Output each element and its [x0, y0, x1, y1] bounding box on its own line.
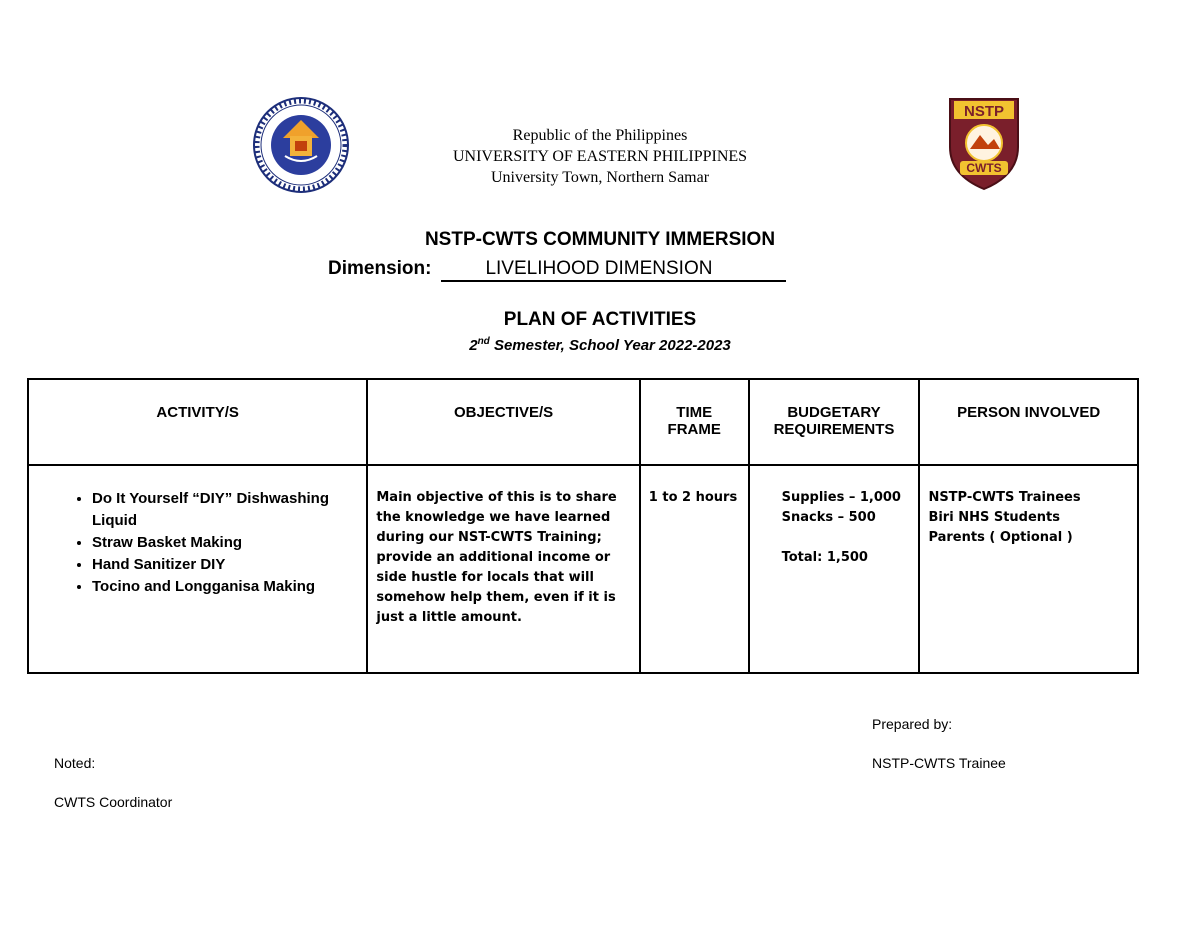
university-name: UNIVERSITY OF EASTERN PHILIPPINES: [452, 148, 748, 165]
time-frame-cell: 1 to 2 hours: [640, 465, 749, 673]
header-activity: ACTIVITY/S: [28, 379, 367, 465]
dimension-line: [328, 258, 786, 282]
header-time-frame: [640, 379, 749, 465]
header-person: PERSON INVOLVED: [919, 379, 1138, 465]
header-time-line2: FRAME: [667, 421, 721, 438]
plan-table: [27, 378, 1139, 674]
university-address: University Town, Northern Samar: [490, 169, 710, 186]
list-item: • Tocino and Longganisa Making: [92, 576, 365, 598]
list-item: • Do It Yourself “DIY” Dishwashing Liquid: [92, 488, 365, 532]
person-item: NSTP-CWTS Trainees: [928, 490, 1081, 505]
university-seal-icon: [252, 96, 350, 194]
table-header-row: [28, 379, 1138, 465]
semester-line: [300, 336, 900, 354]
header-budget-line2: REQUIREMENTS: [773, 421, 895, 438]
header-budget: [749, 379, 920, 465]
persons-cell: [919, 465, 1138, 673]
budget-cell: [749, 465, 920, 673]
header-budget-line1: BUDGETARY: [787, 404, 881, 421]
person-item: Biri NHS Students: [928, 510, 1061, 525]
prepared-by-label: Prepared by:: [872, 716, 953, 732]
semester-text: Semester, School Year 2022-2023: [489, 337, 731, 354]
activity-list: [30, 488, 365, 598]
shield-top-text: NSTP: [963, 103, 1005, 120]
dimension-value: LIVELIHOOD DIMENSION: [441, 258, 786, 282]
semester-suffix: nd: [477, 336, 490, 347]
dimension-label: Dimension:: [328, 258, 432, 279]
noted-label: Noted:: [54, 755, 96, 771]
document-title: NSTP-CWTS COMMUNITY IMMERSION: [424, 229, 776, 250]
list-item: • Straw Basket Making: [92, 532, 365, 554]
republic-line: Republic of the Philippines: [512, 127, 688, 144]
objective-cell: Main objective of this is to share the knowledge we have learned during our NST-CWTS Training; provide an additional income or side hustle for locals that will somehow help them, even if it is just a little amount.: [367, 465, 639, 673]
header-objective: OBJECTIVE/S: [367, 379, 639, 465]
person-item: Parents ( Optional ): [928, 530, 1073, 545]
letterhead: [350, 125, 850, 188]
semester-number: 2: [469, 337, 478, 354]
activities-cell: [28, 465, 367, 673]
budget-snacks: Snacks – 500: [781, 510, 876, 525]
table-row: [28, 465, 1138, 673]
nstp-cwts-shield-icon: [946, 95, 1022, 191]
plan-title: PLAN OF ACTIVITIES: [503, 309, 697, 330]
budget-supplies: Supplies – 1,000: [781, 490, 901, 505]
budget-total: Total: 1,500: [781, 550, 868, 565]
shield-bottom-text: CWTS: [966, 161, 1002, 175]
coordinator-signatory: CWTS Coordinator: [54, 794, 173, 810]
header-time-line1: TIME: [676, 404, 713, 421]
trainee-signatory: NSTP-CWTS Trainee: [872, 755, 1006, 771]
list-item: • Hand Sanitizer DIY: [92, 554, 365, 576]
